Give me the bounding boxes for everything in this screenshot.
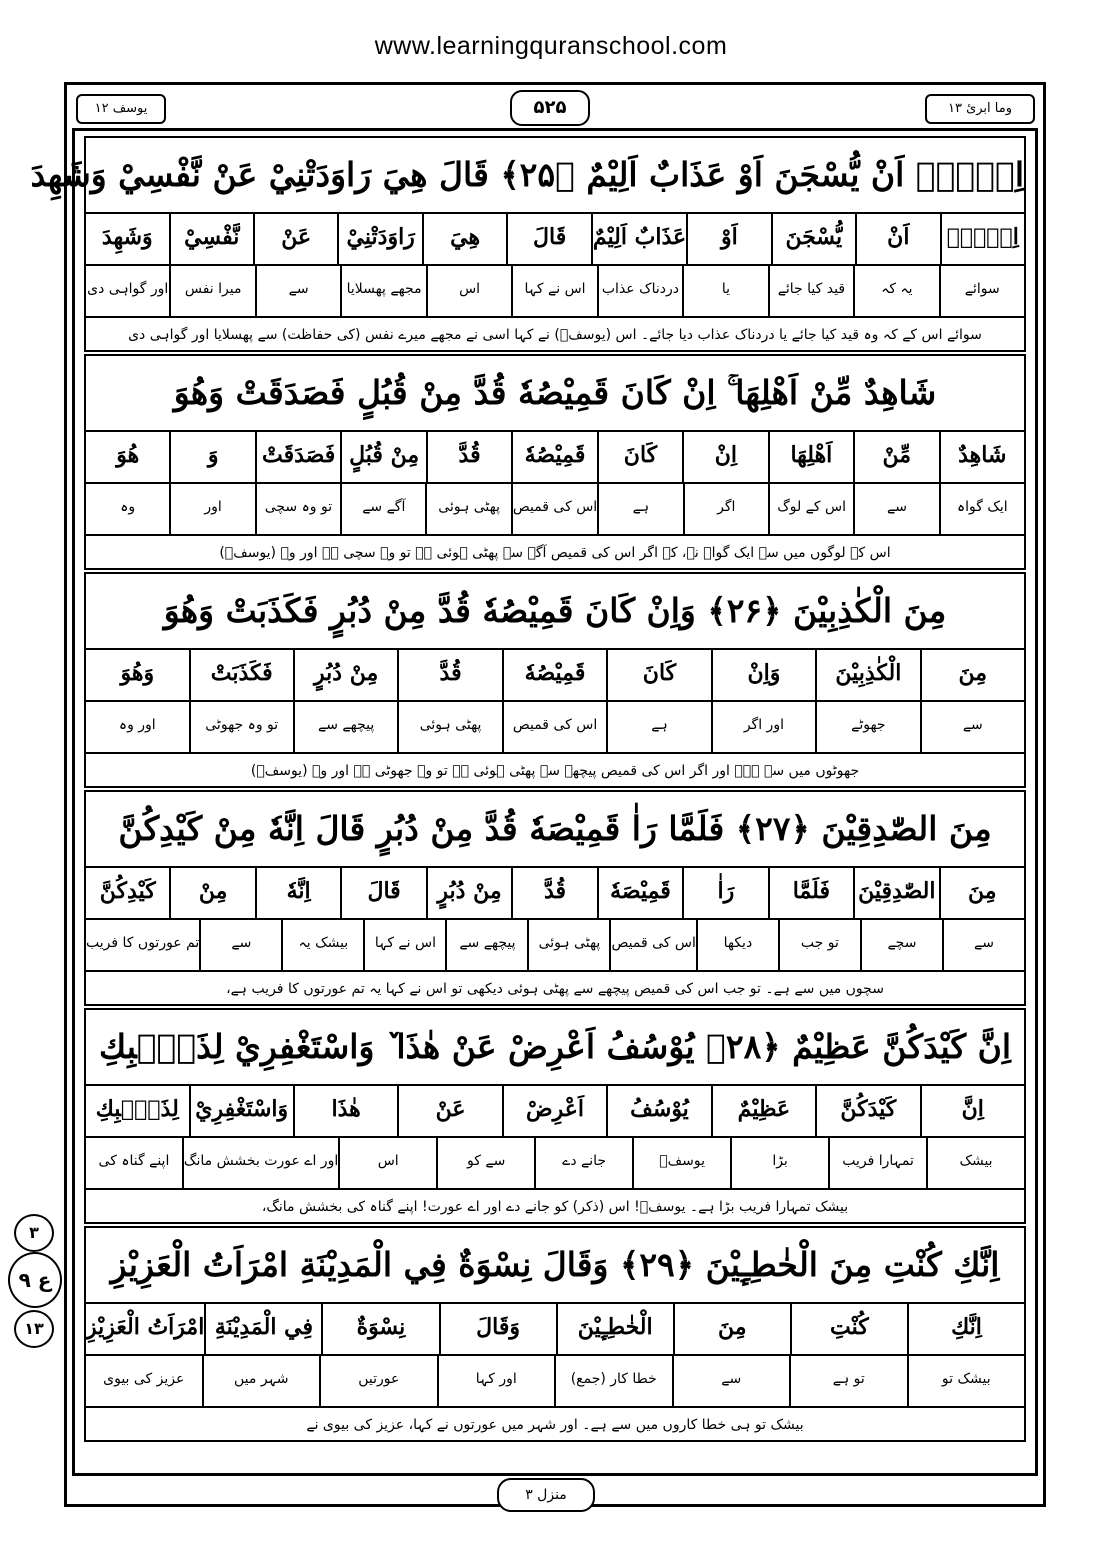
meaning-cell: خطا کار (جمع) — [554, 1354, 672, 1406]
site-url: www.learningquranschool.com — [374, 32, 728, 60]
meaning-cell: پیچھے سے — [293, 700, 397, 752]
ayah-section — [84, 572, 1026, 788]
word-cell: فَصَدَقَتْ — [255, 430, 340, 482]
word-cell: قَمِيْصُهٗ — [511, 430, 596, 482]
meaning-cell: بیشک تو — [907, 1354, 1025, 1406]
word-cell: وَ — [169, 430, 254, 482]
word-cell: قَمِيْصَهٗ — [597, 866, 682, 918]
meaning-cell: اس — [338, 1136, 436, 1188]
word-cell: كَيْدِكُنَّ — [99, 878, 156, 904]
word-cell: مِنْ قُبُلٍ — [340, 430, 425, 482]
word-cell: قَمِيْصُهٗ — [502, 648, 606, 700]
ayah-section — [84, 354, 1026, 570]
word-cell: فَكَذَبَتْ — [189, 648, 293, 700]
word-cell: يُوْسُفُ — [606, 1084, 710, 1136]
word-cell: مِنَ — [939, 866, 1024, 918]
meaning-cell: میرا نفس — [169, 264, 254, 316]
meaning-cell: یوسفؑ — [632, 1136, 730, 1188]
page-number: ۵۲۵ — [510, 90, 590, 126]
word-cell: وَهُوَ — [120, 660, 155, 686]
meaning-cell: اور اگر — [711, 700, 815, 752]
ayah-text: اِنَّ كَيْدَكُنَّ عَظِيْمٌ ﴿۲۸﴾ يُوْسُفُ اَعْرِضْ عَنْ هٰذَا ٚ وَاسْتَغْفِرِيْ لِذَنْۢبِكِ — [86, 1010, 1024, 1086]
meaning-cell: اس — [426, 264, 511, 316]
word-cell: وَاِنْ — [711, 648, 815, 700]
word-cell: عَظِيْمٌ — [711, 1084, 815, 1136]
word-cell: مِنْ دُبُرٍ — [293, 648, 397, 700]
ayah-text: اِنَّكِ كُنْتِ مِنَ الْخٰطِـِٕيْنَ ﴿۲۹﴾ وَقَالَ نِسْوَةٌ فِي الْمَدِيْنَةِ امْرَاَتُ الْعَزِيْزِ — [86, 1228, 1024, 1304]
ruku-marker-bottom: ۱۳ — [14, 1310, 54, 1348]
translation-line: بیشک تمہارا فریب بڑا ہے۔ یوسفؑ! اس (ذکر) کو جانے دے اور اے عورت! اپنے گناہ کی بخشش مانگ، — [261, 1199, 849, 1215]
meaning-row — [86, 1354, 1024, 1408]
meaning-cell: پیچھے سے — [445, 918, 527, 970]
meaning-cell: سچے — [860, 918, 942, 970]
meaning-cell: مجھے پھسلایا — [340, 264, 425, 316]
word-cell: اِنَّ — [920, 1084, 1024, 1136]
word-row — [86, 648, 1024, 702]
meaning-cell: سے کو — [436, 1136, 534, 1188]
word-cell: اَنْ — [855, 212, 939, 264]
word-cell: عَنْ — [253, 212, 337, 264]
meaning-cell: یا — [682, 264, 767, 316]
word-row — [86, 866, 1024, 920]
word-cell: رَاوَدَتْنِيْ — [337, 212, 421, 264]
meaning-cell: دیکھا — [696, 918, 778, 970]
word-cell: كَيْدَكُنَّ — [815, 1084, 919, 1136]
meaning-cell: اور — [169, 482, 254, 534]
meaning-cell: تو جب — [778, 918, 860, 970]
word-cell: قَالَ — [340, 866, 425, 918]
meaning-cell: پھٹی ہوئی — [527, 918, 609, 970]
ayah-section — [84, 1008, 1026, 1224]
meaning-cell: سے — [853, 482, 938, 534]
meaning-cell: سے — [199, 918, 281, 970]
word-row — [86, 1084, 1024, 1138]
meaning-cell: وہ — [120, 499, 136, 515]
meaning-cell: اس نے کہا — [511, 264, 596, 316]
meaning-cell: قید کیا جائے — [768, 264, 853, 316]
word-cell: مِنَ — [673, 1302, 790, 1354]
word-cell: رَاٰ — [682, 866, 767, 918]
meaning-cell: اس نے کہا — [363, 918, 445, 970]
translation-line: سوائے اس کے کہ وہ قید کیا جائے یا دردناک عذاب دیا جائے۔ اس (یوسفؑ) نے کہا اسی نے مجھے میرے نفس (کی حفاظت) سے پھسلایا اور گواہی دی — [128, 327, 982, 343]
surah-name-label: یوسف ۱۲ — [76, 94, 166, 124]
ayah-text: مِنَ الْكٰذِبِيْنَ ﴿۲۶﴾ وَاِنْ كَانَ قَمِيْصُهٗ قُدَّ مِنْ دُبُرٍ فَكَذَبَتْ وَهُوَ — [86, 574, 1024, 650]
meaning-row — [86, 264, 1024, 318]
meaning-cell: اس کی قمیص — [609, 918, 695, 970]
meaning-cell: دردناک عذاب — [597, 264, 682, 316]
translation-line: سچوں میں سے ہے۔ تو جب اس کی قمیص پیچھے سے پھٹی ہوئی دیکھی تو اس نے کہا یہ تم عورتوں کا فریب ہے، — [226, 981, 884, 997]
word-cell: اِنَّهٗ — [255, 866, 340, 918]
word-row — [86, 212, 1024, 266]
meaning-cell: عورتیں — [319, 1354, 437, 1406]
word-cell: نِسْوَةٌ — [321, 1302, 438, 1354]
meaning-cell: اور کہا — [437, 1354, 555, 1406]
word-cell: فَلَمَّا — [768, 866, 853, 918]
word-cell: وَاسْتَغْفِرِيْ — [189, 1084, 293, 1136]
meaning-cell: تو ہے — [789, 1354, 907, 1406]
meaning-cell: بیشک یہ — [281, 918, 363, 970]
ruku-marker-top: ۳ — [14, 1214, 54, 1252]
word-cell: اَهْلِهَا — [768, 430, 853, 482]
meaning-cell: تم عورتوں کا فریب — [86, 935, 200, 951]
meaning-cell: جھوٹے — [815, 700, 919, 752]
word-cell: مِنَ — [920, 648, 1024, 700]
word-cell: اَعْرِضْ — [502, 1084, 606, 1136]
translation-line: اس کے لوگوں میں سے ایک گواہ نے، کہ اگر اس کی قمیص آگے سے پھٹی ہوئی ہے تو وہ سچی ہے اور وہ (یوسفؑ) — [219, 545, 891, 561]
meaning-cell: اس کے لوگ — [768, 482, 853, 534]
meaning-cell: تمہارا فریب — [828, 1136, 926, 1188]
ayah-text: شَاهِدٌ مِّنْ اَهْلِهَا ۚ اِنْ كَانَ قَمِيْصُهٗ قُدَّ مِنْ قُبُلٍ فَصَدَقَتْ وَهُوَ — [86, 356, 1024, 432]
meaning-cell: اس کی قمیص — [511, 482, 597, 534]
word-cell: قُدَّ — [426, 430, 511, 482]
meaning-cell: عزیز کی بیوی — [103, 1371, 185, 1387]
word-row — [86, 430, 1024, 484]
meaning-cell: اپنے گناہ کی — [98, 1153, 170, 1169]
ayah-section — [84, 1226, 1026, 1442]
word-cell: هُوَ — [116, 442, 140, 468]
meaning-cell: پھٹی ہوئی — [397, 700, 501, 752]
meaning-cell: اور اے عورت بخشش مانگ — [182, 1136, 338, 1188]
translation-line: بیشک تو ہی خطا کاروں میں سے ہے۔ اور شہر میں عورتوں نے کہا، عزیز کی بیوی نے — [306, 1417, 804, 1433]
meaning-cell: بڑا — [730, 1136, 828, 1188]
word-cell: كَانَ — [606, 648, 710, 700]
meaning-cell: شہر میں — [202, 1354, 320, 1406]
word-cell: عَذَابٌ اَلِيْمٌ — [591, 212, 686, 264]
word-cell: شَاهِدٌ — [939, 430, 1024, 482]
word-cell: قَالَ — [506, 212, 590, 264]
meaning-cell: سوائے — [939, 264, 1024, 316]
word-cell: مِنْ — [169, 866, 254, 918]
meaning-cell: سے — [672, 1354, 790, 1406]
word-cell: اِنَّكِ — [907, 1302, 1024, 1354]
word-cell: الْكٰذِبِيْنَ — [815, 648, 919, 700]
word-cell: كُنْتِ — [790, 1302, 907, 1354]
meaning-cell: اور گواہی دی — [87, 281, 169, 297]
meaning-cell: پھٹی ہوئی — [425, 482, 510, 534]
word-row — [86, 1302, 1024, 1356]
word-cell: يُّسْجَنَ — [771, 212, 855, 264]
word-cell: اِنْ — [682, 430, 767, 482]
meaning-cell: آگے سے — [340, 482, 425, 534]
meaning-cell: سے — [942, 918, 1024, 970]
meaning-cell: جانے دے — [534, 1136, 632, 1188]
meaning-cell: تو وہ سچی — [255, 482, 340, 534]
manzil-label: منزل ۳ — [497, 1478, 595, 1512]
meaning-cell: ہے — [597, 482, 682, 534]
meaning-cell: یہ کہ — [853, 264, 938, 316]
meaning-row — [86, 482, 1024, 536]
word-cell: عَنْ — [397, 1084, 501, 1136]
word-cell: لِذَنْۢبِكِ — [95, 1096, 179, 1122]
meaning-cell: اگر — [683, 482, 768, 534]
meaning-row — [86, 700, 1024, 754]
ayah-text: مِنَ الصّٰدِقِيْنَ ﴿۲۷﴾ فَلَمَّا رَاٰ قَمِيْصَهٗ قُدَّ مِنْ دُبُرٍ قَالَ اِنَّهٗ مِنْ كَيْدِكُنَّ — [86, 792, 1024, 868]
meaning-cell: تو وہ جھوٹی — [189, 700, 293, 752]
meaning-cell: سے — [920, 700, 1024, 752]
ayah-section — [30, 136, 1026, 352]
word-cell: وَشَهِدَ — [101, 224, 153, 250]
ayah-text: اِلَّاۤ اَنْ يُّسْجَنَ اَوْ عَذَابٌ اَلِيْمٌ ﴿۲۵﴾ قَالَ هِيَ رَاوَدَتْنِيْ عَنْ نَّفْسِيْ وَشَهِدَ — [86, 138, 1024, 214]
word-cell: مِّنْ — [853, 430, 938, 482]
word-cell: قُدَّ — [511, 866, 596, 918]
translation-line: جھوٹوں میں سے ہے۔ اور اگر اس کی قمیص پیچھے سے پھٹی ہوئی ہے تو وہ جھوٹی ہے اور وہ (یوسفؑ) — [250, 763, 860, 779]
meaning-row — [86, 918, 1024, 972]
word-cell: كَانَ — [597, 430, 682, 482]
meaning-cell: سے — [255, 264, 340, 316]
meaning-cell: اور وہ — [118, 717, 156, 733]
word-cell: الصّٰدِقِيْنَ — [853, 866, 938, 918]
ayah-section — [84, 790, 1026, 1006]
word-cell: مِنْ دُبُرٍ — [426, 866, 511, 918]
word-cell: الْخٰطِـِٕيْنَ — [556, 1302, 673, 1354]
word-cell: وَقَالَ — [439, 1302, 556, 1354]
meaning-cell: اس کی قمیص — [502, 700, 606, 752]
meaning-cell: ایک گواہ — [939, 482, 1024, 534]
meaning-cell: بیشک — [926, 1136, 1024, 1188]
word-cell: امْرَاَتُ الْعَزِيْزِ — [85, 1314, 205, 1340]
meaning-cell: ہے — [606, 700, 710, 752]
word-cell: هٰذَا — [293, 1084, 397, 1136]
meaning-row — [86, 1136, 1024, 1190]
word-cell: اِلَّاۤ — [940, 212, 1024, 264]
ruku-marker-middle: ع ۹ — [8, 1252, 62, 1308]
word-cell: قُدَّ — [397, 648, 501, 700]
para-name-label: وما ابرئ ۱۳ — [925, 94, 1035, 124]
word-cell: هِيَ — [422, 212, 506, 264]
word-cell: فِي الْمَدِيْنَةِ — [204, 1302, 321, 1354]
word-cell: اَوْ — [686, 212, 770, 264]
word-cell: نَّفْسِيْ — [169, 212, 253, 264]
